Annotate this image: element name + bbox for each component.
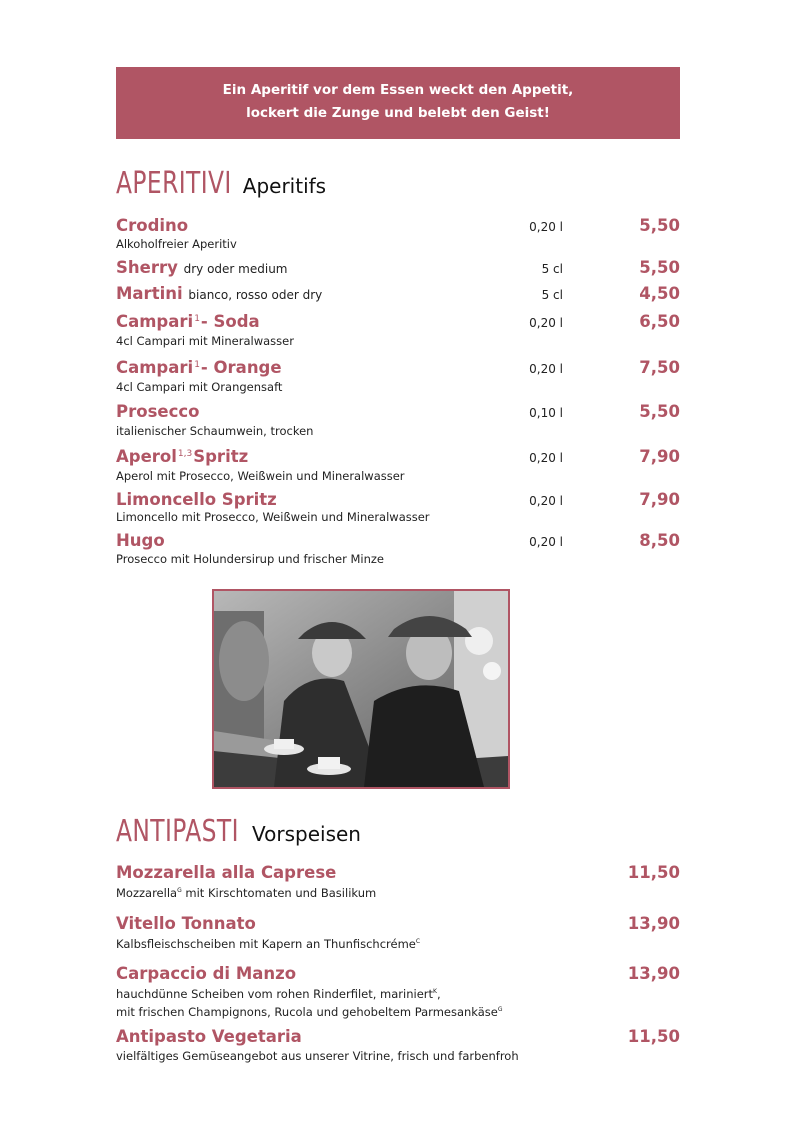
item-description: Aperol mit Prosecco, Weißwein und Mineralwasser — [116, 469, 405, 483]
allergen-sup: 1 — [194, 313, 200, 324]
allergen-sup: 1,3 — [177, 448, 193, 459]
aperitivi-title-it: APERITIVI — [116, 166, 232, 201]
menu-item-campari-orange — [116, 358, 680, 398]
menu-item-carpaccio-manzo — [116, 964, 680, 1024]
header-banner — [116, 67, 680, 139]
item-description: Limoncello mit Prosecco, Weißwein und Mineralwasser — [116, 510, 430, 524]
item-description: italienischer Schaumwein, trocken — [116, 424, 314, 438]
item-quantity: 0,20 l — [529, 316, 563, 330]
item-price: 11,50 — [627, 1027, 680, 1046]
item-price: 7,90 — [639, 447, 680, 466]
menu-item-campari-soda — [116, 312, 680, 352]
item-price: 4,50 — [639, 284, 680, 303]
item-description: vielfältiges Gemüseangebot aus unserer Vitrine, frisch und farbenfroh — [116, 1049, 519, 1063]
aperitivi-title-de: Aperitifs — [242, 174, 327, 198]
menu-item-mozzarella-caprese — [116, 863, 680, 903]
item-inline-description: bianco, rosso oder dry — [188, 288, 323, 302]
item-description-line-2: mit frischen Champignons, Rucola und gehobeltem Parmesankäse$^G$ — [116, 1005, 503, 1019]
item-name: Campari$^1$- Orange — [116, 358, 282, 377]
aperitivi-heading — [116, 166, 326, 201]
menu-item-crodino — [116, 216, 680, 256]
item-name: Antipasto Vegetaria — [116, 1027, 302, 1046]
item-price: 5,50 — [639, 258, 680, 277]
item-description: Alkoholfreier Aperitiv — [116, 237, 237, 251]
item-price: 6,50 — [639, 312, 680, 331]
item-description: 4cl Campari mit Orangensaft — [116, 380, 283, 394]
vintage-photo-image — [212, 589, 510, 789]
item-name: Aperol$^{1,3}$Spritz — [116, 447, 249, 466]
item-description: Prosecco mit Holundersirup und frischer Minze — [116, 552, 385, 566]
item-quantity: 0,20 l — [529, 220, 563, 234]
item-price: 11,50 — [627, 863, 680, 882]
item-inline-description: dry oder medium — [183, 262, 288, 276]
item-name: Martini bianco, rosso oder dry — [116, 284, 323, 303]
item-name: Prosecco — [116, 402, 200, 421]
item-name: Campari$^1$- Soda — [116, 312, 260, 331]
item-price: 7,50 — [639, 358, 680, 377]
item-name: Carpaccio di Manzo — [116, 964, 297, 983]
photo-illustration-icon — [214, 591, 508, 787]
antipasti-heading — [116, 814, 361, 849]
item-quantity: 0,20 l — [529, 362, 563, 376]
item-name: Sherry dry oder medium — [116, 258, 288, 277]
item-name: Crodino — [116, 216, 189, 235]
menu-item-aperol-spritz — [116, 447, 680, 487]
item-name: Vitello Tonnato — [116, 914, 256, 933]
allergen-sup: 1 — [194, 359, 200, 370]
menu-item-prosecco — [116, 402, 680, 442]
item-price: 5,50 — [639, 216, 680, 235]
item-description: hauchdünne Scheiben vom rohen Rinderfilet, mariniert$^K$, — [116, 987, 441, 1001]
item-price: 8,50 — [639, 531, 680, 550]
item-name: Hugo — [116, 531, 165, 550]
item-quantity: 0,20 l — [529, 451, 563, 465]
item-description: Mozzarella$^G$ mit Kirschtomaten und Basilikum — [116, 886, 377, 900]
item-name: Limoncello Spritz — [116, 490, 277, 509]
banner-line-2: lockert die Zunge und belebt den Geist! — [246, 105, 550, 121]
item-price: 13,90 — [627, 914, 680, 933]
item-price: 7,90 — [639, 490, 680, 509]
antipasti-title-de: Vorspeisen — [252, 822, 361, 846]
item-description: Kalbsfleischscheiben mit Kapern an Thunfischcréme$^C$ — [116, 937, 421, 951]
menu-item-limoncello-spritz — [116, 490, 680, 530]
banner-line-1: Ein Aperitif vor dem Essen weckt den Appetit, — [222, 82, 574, 98]
item-description: 4cl Campari mit Mineralwasser — [116, 334, 294, 348]
menu-item-antipasto-vegetaria — [116, 1027, 680, 1067]
menu-item-vitello-tonnato — [116, 914, 680, 954]
antipasti-title-it: ANTIPASTI — [116, 814, 239, 849]
item-quantity: 0,20 l — [529, 535, 563, 549]
item-quantity: 0,10 l — [529, 406, 563, 420]
item-quantity: 5 cl — [541, 262, 563, 276]
item-quantity: 0,20 l — [529, 494, 563, 508]
item-name: Mozzarella alla Caprese — [116, 863, 337, 882]
item-price: 13,90 — [627, 964, 680, 983]
menu-item-hugo — [116, 531, 680, 571]
item-price: 5,50 — [639, 402, 680, 421]
item-quantity: 5 cl — [541, 288, 563, 302]
